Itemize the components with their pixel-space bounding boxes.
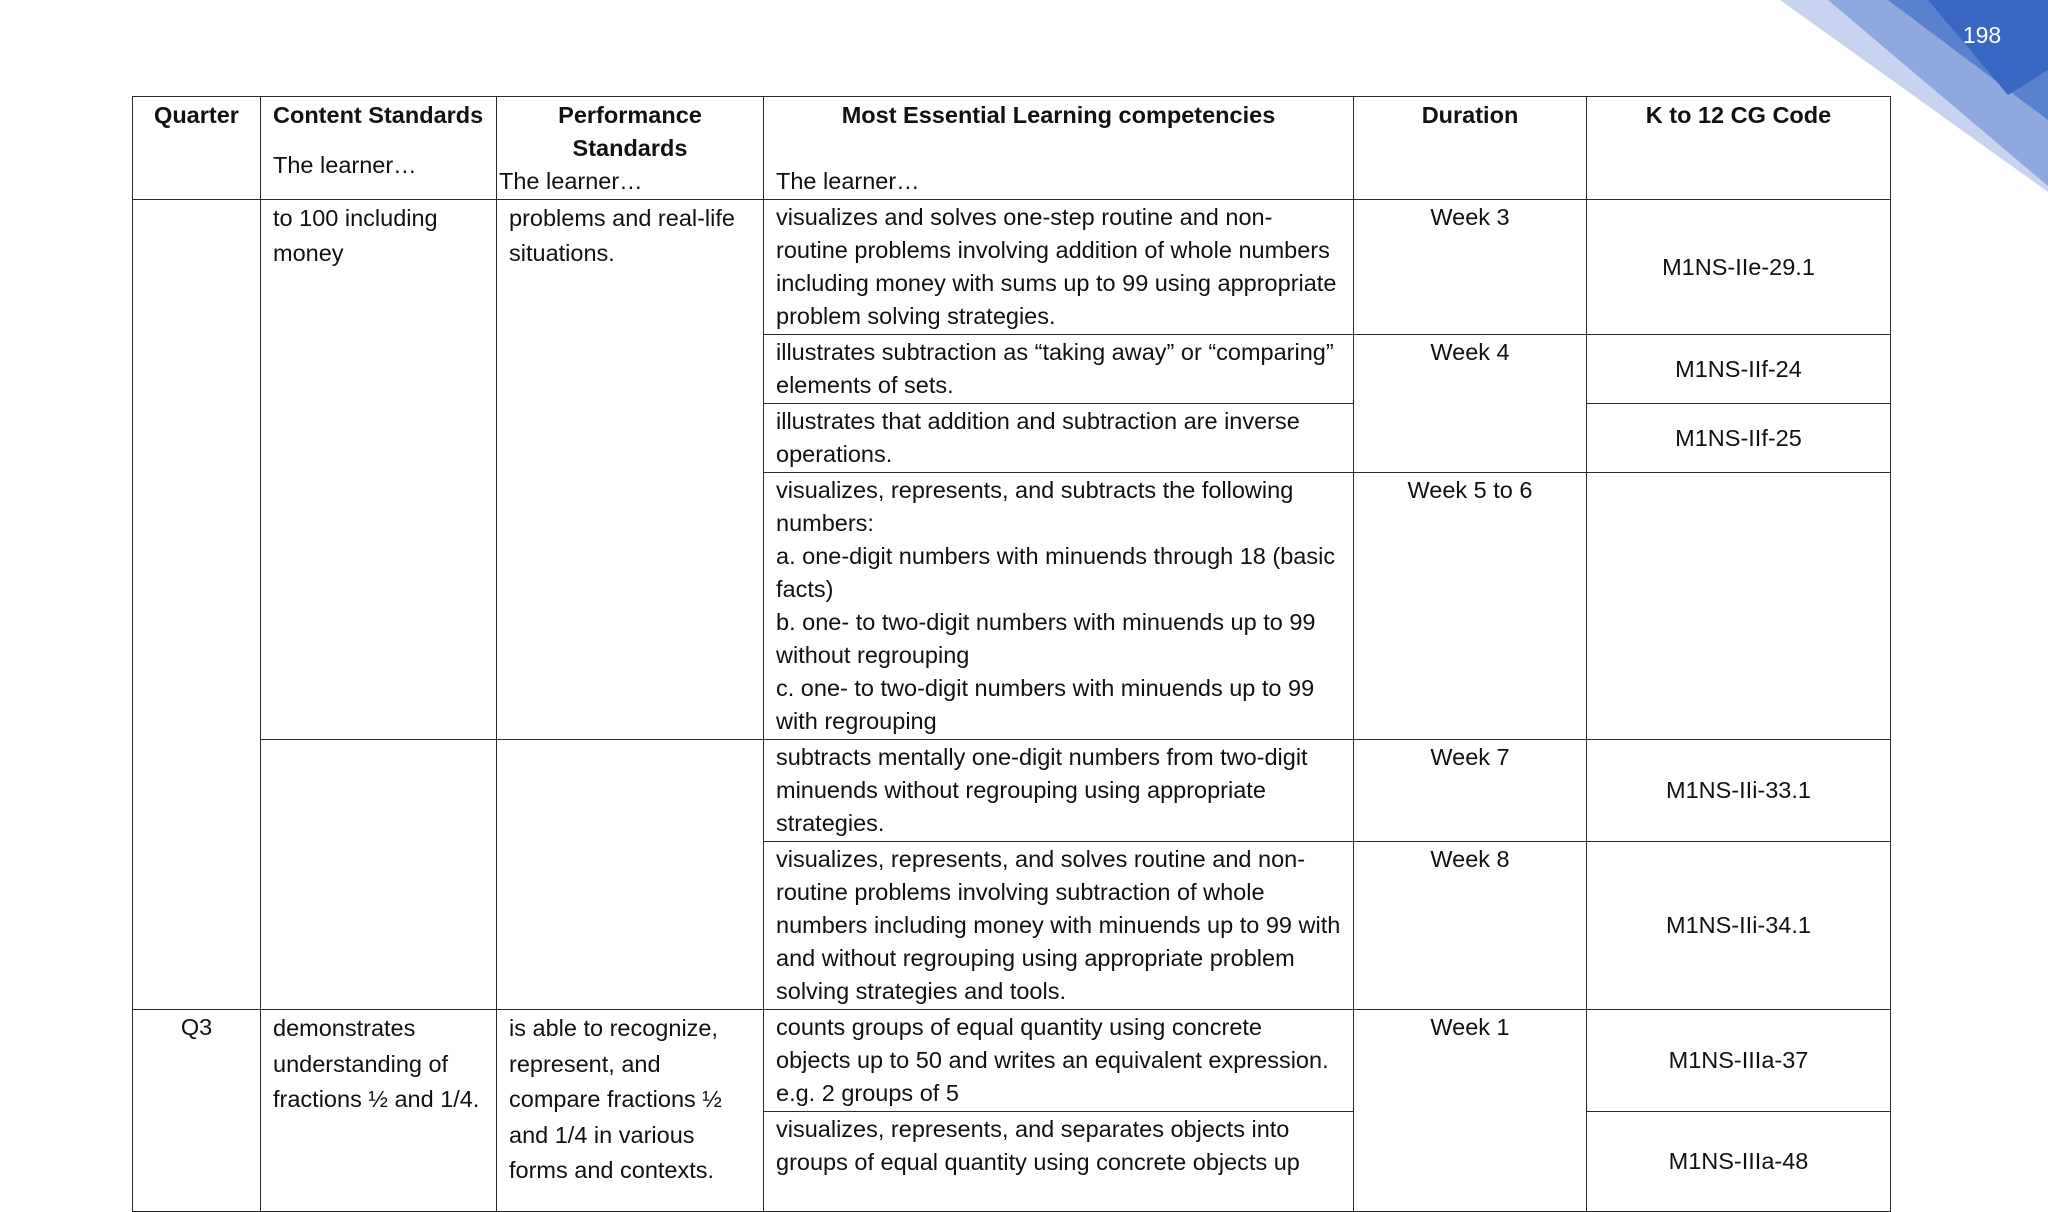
duration-cell: Week 4 — [1354, 335, 1587, 473]
competency-cell: visualizes, represents, and solves routine and non-routine problems involving subtraction of whole numbers including money with minuends up to 99 with and without regrouping using appropriate problem solving strategies and tools. — [764, 842, 1354, 1010]
content-standard-cell: to 100 including money — [261, 200, 497, 740]
competency-cell: visualizes and solves one-step routine and non-routine problems involving addition of whole numbers including money with sums up to 99 using appropriate problem solving strategies. — [764, 200, 1354, 335]
header-performance-standards: Performance Standards The learner… — [497, 97, 764, 200]
header-learner-prefix: The learner… — [499, 168, 643, 194]
competency-cell: subtracts mentally one-digit numbers from two-digit minuends without regrouping using appropriate strategies. — [764, 740, 1354, 842]
table-row — [133, 1010, 1891, 1112]
code-cell: M1NS-IIf-25 — [1587, 404, 1891, 473]
content-standard-cell: demonstrates understanding of fractions ½ and 1/4. — [261, 1010, 497, 1212]
duration-cell: Week 7 — [1354, 740, 1587, 842]
duration-cell: Week 8 — [1354, 842, 1587, 1010]
code-cell: M1NS-IIe-29.1 — [1587, 200, 1891, 335]
table-row — [133, 740, 1891, 842]
quarter-cell — [133, 200, 261, 1010]
table-row — [133, 200, 1891, 335]
table-header-row — [133, 97, 1891, 200]
code-cell: M1NS-IIf-24 — [1587, 335, 1891, 404]
content-standard-cell — [261, 740, 497, 1010]
header-competencies: Most Essential Learning competencies The learner… — [764, 97, 1354, 200]
quarter-cell: Q3 — [133, 1010, 261, 1212]
header-learner-prefix: The learner… — [776, 168, 920, 194]
performance-standard-cell — [497, 740, 764, 1010]
curriculum-table — [132, 96, 1891, 1212]
header-quarter: Quarter — [133, 97, 261, 200]
header-code: K to 12 CG Code — [1587, 97, 1891, 200]
competency-cell — [764, 473, 1354, 740]
code-cell — [1587, 473, 1891, 740]
competency-cell: illustrates that addition and subtraction are inverse operations. — [764, 404, 1354, 473]
performance-standard-cell: is able to recognize, represent, and compare fractions ½ and 1/4 in various forms and contexts. — [497, 1010, 764, 1212]
duration-cell: Week 5 to 6 — [1354, 473, 1587, 740]
code-cell: M1NS-IIi-33.1 — [1587, 740, 1891, 842]
header-learner-prefix: The learner… — [273, 152, 417, 178]
code-cell: M1NS-IIIa-48 — [1587, 1112, 1891, 1212]
header-duration: Duration — [1354, 97, 1587, 200]
competency-line: c. one- to two-digit numbers with minuends up to 99 with regrouping — [776, 675, 1315, 734]
page-number: 198 — [1962, 22, 2002, 48]
duration-cell: Week 3 — [1354, 200, 1587, 335]
header-content-standards: Content Standards The learner… — [261, 97, 497, 200]
code-cell: M1NS-IIi-34.1 — [1587, 842, 1891, 1010]
competency-cell: illustrates subtraction as “taking away” or “comparing” elements of sets. — [764, 335, 1354, 404]
code-cell: M1NS-IIIa-37 — [1587, 1010, 1891, 1112]
competency-cell: counts groups of equal quantity using concrete objects up to 50 and writes an equivalent expression. e.g. 2 groups of 5 — [764, 1010, 1354, 1112]
duration-cell: Week 1 — [1354, 1010, 1587, 1212]
performance-standard-cell: problems and real-life situations. — [497, 200, 764, 740]
competency-line: visualizes, represents, and subtracts the following numbers: — [776, 477, 1294, 536]
competency-line: b. one- to two-digit numbers with minuends up to 99 without regrouping — [776, 609, 1316, 668]
competency-line: a. one-digit numbers with minuends through 18 (basic facts) — [776, 543, 1336, 602]
competency-cell: visualizes, represents, and separates objects into groups of equal quantity using concrete objects up — [764, 1112, 1354, 1212]
